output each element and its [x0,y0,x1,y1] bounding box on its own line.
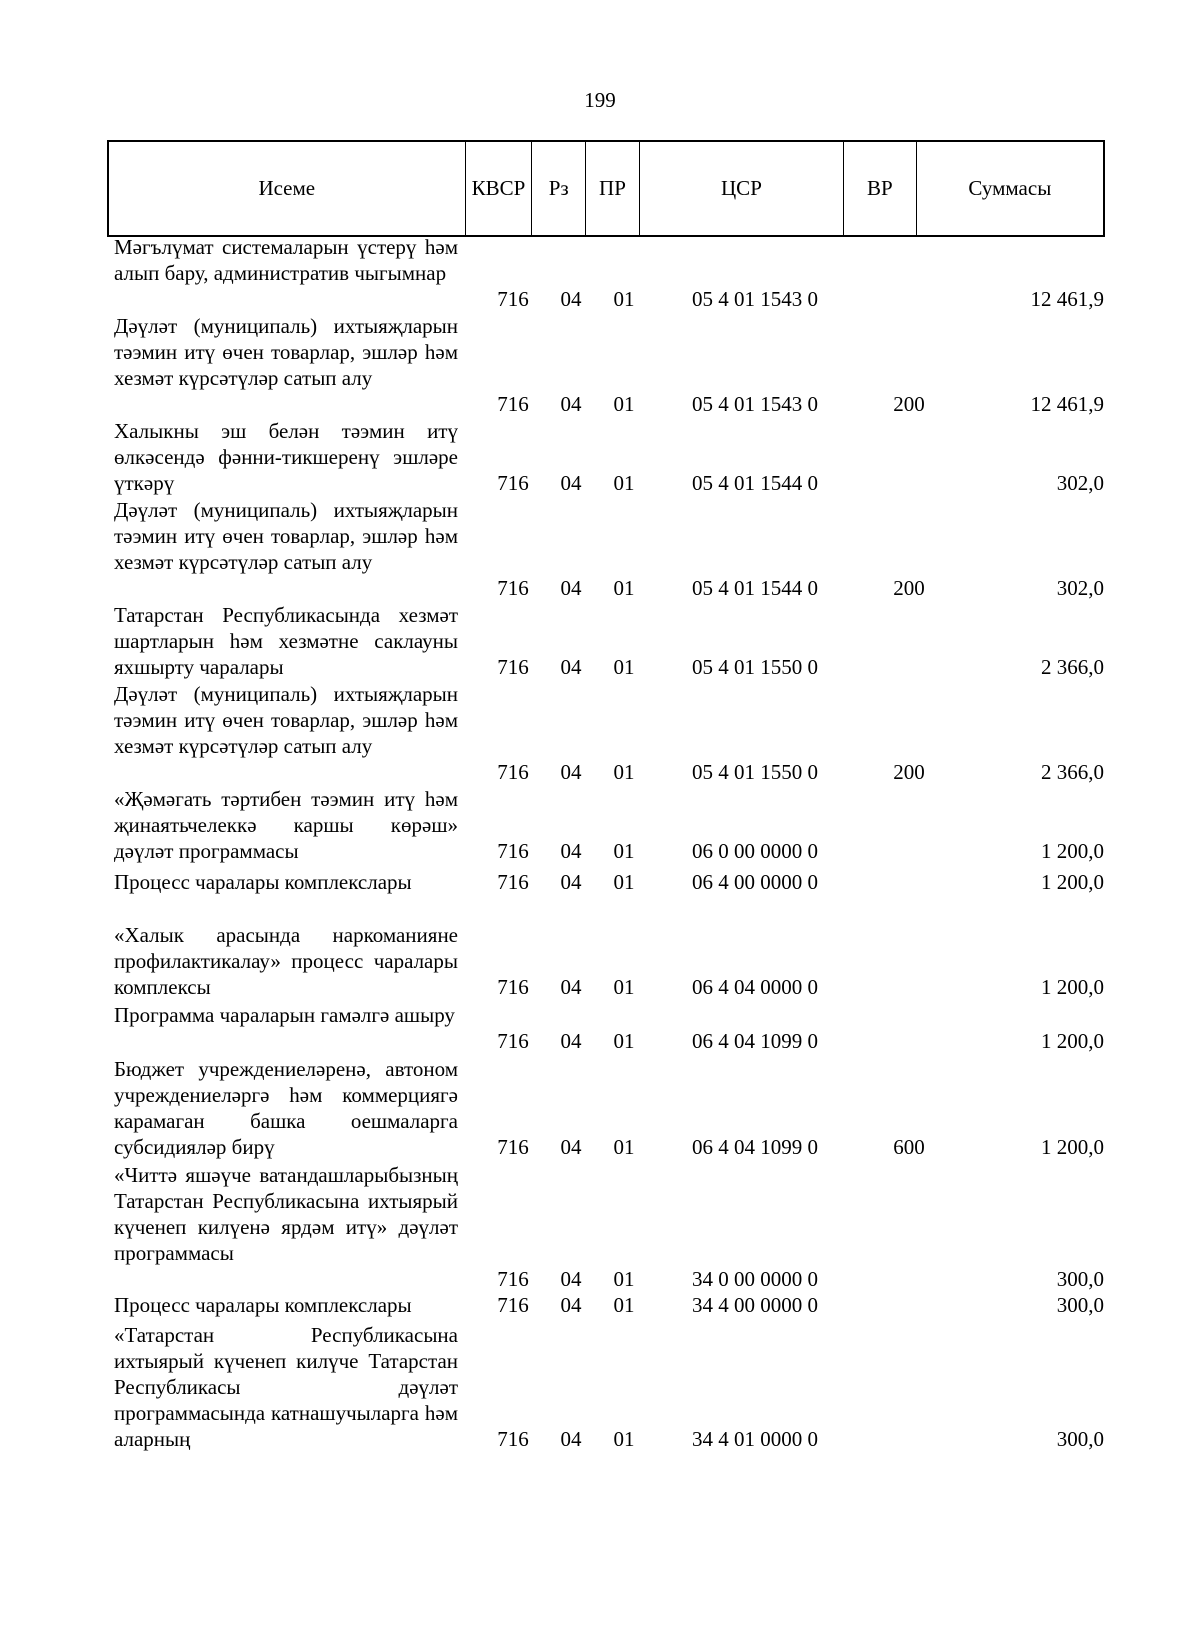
row-sum: 1 200,0 [1041,1135,1104,1159]
row-vr: 200 [893,760,925,784]
row-rz: 04 [560,287,582,311]
table-row [114,1056,1104,1160]
table-row [114,786,1104,864]
row-kvsr: 716 [497,1029,529,1053]
header-kvsr: КВСР [466,142,533,235]
row-vr: 200 [893,392,925,416]
row-name: Программа чараларын гамәлгә ашыру [114,1003,455,1027]
row-kvsr: 716 [497,655,529,679]
row-kvsr: 716 [497,1427,529,1451]
row-csr: 06 4 04 0000 0 [692,975,818,999]
row-kvsr: 716 [497,975,529,999]
row-csr: 06 4 00 0000 0 [692,870,818,894]
row-name: Дәүләт (муниципаль) ихтыяҗларын тәэмин итү өчен товарлар, эшләр һәм хезмәт күрсәтүләр сатып алу [114,498,458,574]
header-sum: Суммасы [968,176,1052,200]
row-rz: 04 [560,392,582,416]
row-pr: 01 [613,1267,635,1291]
row-csr: 05 4 01 1543 0 [692,392,818,416]
row-name: Процесс чаралары комплекслары [114,1293,412,1317]
row-rz: 04 [560,1427,582,1451]
row-pr: 01 [613,839,635,863]
row-sum: 1 200,0 [1041,839,1104,863]
row-rz: 04 [560,760,582,784]
row-pr: 01 [613,1029,635,1053]
row-rz: 04 [560,655,582,679]
row-vr: 600 [893,1135,925,1159]
row-csr: 05 4 01 1550 0 [692,760,818,784]
row-name: «Җәмәгать тәртибен тәэмин итү һәм җинаятьчелеккә каршы көрәш» дәүләт программасы [114,787,458,863]
row-sum: 12 461,9 [1030,392,1104,416]
table-row [114,234,1104,312]
row-pr: 01 [613,471,635,495]
table-row [114,418,1104,496]
row-pr: 01 [613,1293,635,1317]
row-pr: 01 [613,655,635,679]
row-rz: 04 [560,870,582,894]
row-pr: 01 [613,1427,635,1451]
row-sum: 302,0 [1056,576,1104,600]
row-csr: 06 4 04 1099 0 [692,1029,818,1053]
row-sum: 302,0 [1056,471,1104,495]
row-kvsr: 716 [497,287,529,311]
row-kvsr: 716 [497,392,529,416]
row-name: Халыкны эш белән тәэмин итү өлкәсендә фәнни-тикшеренү эшләре үткәрү [114,419,458,495]
row-rz: 04 [560,1293,582,1317]
row-name: Бюджет учреждениеләренә, автоном учреждениеләргә һәм коммерциягә карамаган башка оешмаларга субсидияләр бирү [114,1057,458,1159]
table-header [107,140,1105,237]
table-row [114,1162,1104,1292]
table-row [114,497,1104,601]
row-kvsr: 716 [497,1267,529,1291]
header-rz: Рз [532,142,586,235]
row-name: Процесс чаралары комплекслары [114,870,412,894]
row-pr: 01 [613,760,635,784]
row-rz: 04 [560,975,582,999]
table-row [114,1322,1104,1452]
row-name: Дәүләт (муниципаль) ихтыяҗларын тәэмин итү өчен товарлар, эшләр һәм хезмәт күрсәтүләр сатып алу [114,314,458,390]
row-csr: 05 4 01 1543 0 [692,287,818,311]
row-kvsr: 716 [497,760,529,784]
row-kvsr: 716 [497,1293,529,1317]
row-rz: 04 [560,576,582,600]
header-vr: ВР [844,142,917,235]
row-pr: 01 [613,392,635,416]
row-pr: 01 [613,1135,635,1159]
table-row [114,869,1104,895]
row-csr: 05 4 01 1544 0 [692,576,818,600]
row-rz: 04 [560,471,582,495]
row-name: «Татарстан Республикасына ихтыярый күченеп килүче Татарстан Республикасы дәүләт программасында катнашучыларга һәм аларның [114,1323,458,1451]
row-csr: 05 4 01 1544 0 [692,471,818,495]
header-name: Исеме [109,142,466,235]
row-pr: 01 [613,870,635,894]
row-pr: 01 [613,975,635,999]
row-sum: 1 200,0 [1041,870,1104,894]
row-name: «Халык арасында наркоманияне профилактикалау» процесс чаралары комплексы [114,923,458,999]
row-rz: 04 [560,1135,582,1159]
row-csr: 06 4 04 1099 0 [692,1135,818,1159]
row-kvsr: 716 [497,471,529,495]
row-pr: 01 [613,287,635,311]
header-pr: ПР [586,142,640,235]
row-kvsr: 716 [497,839,529,863]
row-sum: 1 200,0 [1041,975,1104,999]
table-row [114,602,1104,680]
row-csr: 05 4 01 1550 0 [692,655,818,679]
row-name: Татарстан Республикасында хезмәт шартларын һәм хезмәтне саклауны яхшырту чаралары [114,603,458,679]
row-name: «Читтә яшәүче ватандашларыбызның Татарстан Республикасына ихтыярый күченеп килүенә ярдәм итү» дәүләт программасы [114,1163,458,1265]
row-vr: 200 [893,576,925,600]
table-row [114,1292,1104,1318]
table-row [114,313,1104,417]
row-pr: 01 [613,576,635,600]
row-csr: 34 4 01 0000 0 [692,1427,818,1451]
row-kvsr: 716 [497,576,529,600]
header-csr: ЦСР [640,142,844,235]
row-sum: 300,0 [1056,1267,1104,1291]
row-kvsr: 716 [497,870,529,894]
row-kvsr: 716 [497,1135,529,1159]
row-name: Дәүләт (муниципаль) ихтыяҗларын тәэмин итү өчен товарлар, эшләр һәм хезмәт күрсәтүләр сатып алу [114,682,458,758]
table-row [114,681,1104,785]
row-sum: 2 366,0 [1041,760,1104,784]
row-rz: 04 [560,839,582,863]
row-rz: 04 [560,1267,582,1291]
row-sum: 300,0 [1056,1427,1104,1451]
page-number: 199 [584,88,616,112]
row-csr: 34 4 00 0000 0 [692,1293,818,1317]
row-sum: 12 461,9 [1030,287,1104,311]
row-name: Мәгълүмат системаларын үстерү һәм алып бару, административ чыгымнар [114,235,458,285]
table-row [114,922,1104,1000]
row-csr: 34 0 00 0000 0 [692,1267,818,1291]
row-rz: 04 [560,1029,582,1053]
row-sum: 2 366,0 [1041,655,1104,679]
table-row [114,1002,1104,1054]
row-csr: 06 0 00 0000 0 [692,839,818,863]
row-sum: 300,0 [1056,1293,1104,1317]
row-sum: 1 200,0 [1041,1029,1104,1053]
